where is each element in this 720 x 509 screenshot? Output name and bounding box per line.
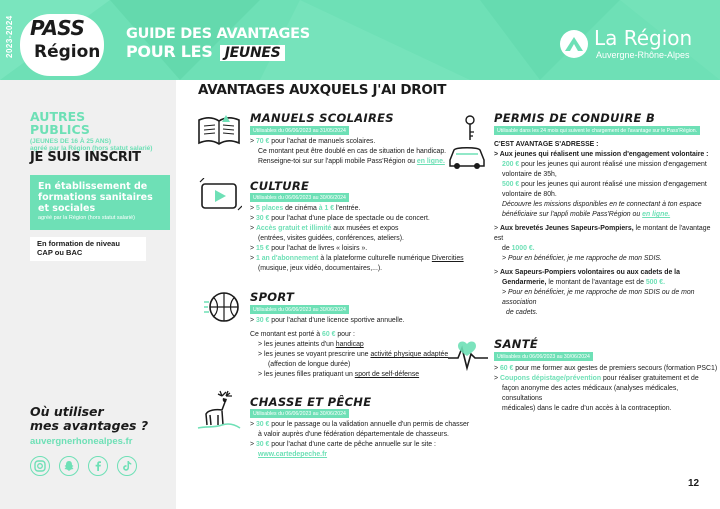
manuels-title: MANUELS SCOLAIRES: [250, 111, 394, 125]
sport-text: > 30 € pour l'achat d'une licence sportive annuelle. Ce montant est porté à 60 € pour : > les jeunes atteints d'un handicap > les jeunes se voyant prescrire une activité physique adaptée (affection de longue durée) > les jeunes filles pratiquant un sport de self-défense: [250, 317, 449, 378]
instagram-icon[interactable]: [30, 456, 50, 476]
sante-text: > 60 € pour me former aux gestes de premiers secours (formation PSC1) > Coupons dépistage/prévention pour réaliser gratuitement et de façon anonyme des actes médicaux (analyses médicales, consultations médicales) dans le cadre d'un accès à la contraception.: [494, 365, 718, 412]
basketball-icon: [204, 290, 242, 324]
page-number: 12: [688, 478, 700, 489]
region-word: Région: [34, 42, 101, 62]
health-heartbeat-icon: [444, 338, 490, 376]
website-link[interactable]: auvergnerhonealpes.fr: [30, 436, 133, 447]
etablissement-box: En établissement de formations sanitaires et sociales agréé par la Région (hors statut salarié): [30, 175, 170, 230]
self-defense-link[interactable]: sport de self-défense: [354, 371, 420, 378]
permis-title: PERMIS DE CONDUIRE B: [494, 111, 656, 125]
tiktok-icon[interactable]: [117, 456, 137, 476]
culture-tag: Utilisables du 06/06/2023 au 30/06/2024: [250, 193, 349, 202]
pass-word: PASS: [30, 16, 85, 40]
handicap-link[interactable]: handicap: [335, 341, 364, 348]
guide-title-line2: POUR LES JEUNES: [126, 42, 285, 61]
guide-title-line1: GUIDE DES AVANTAGES: [126, 26, 310, 42]
manuels-tag: Utilisables du 06/06/2023 au 31/05/2024: [250, 126, 349, 135]
sport-tag: Utilisables du 06/06/2023 au 30/06/2024: [250, 305, 349, 314]
sidebar-title-line1: AUTRES: [30, 109, 86, 124]
region-logo-name: La Région: [594, 26, 693, 50]
car-key-icon: [444, 114, 490, 170]
book-icon: [196, 112, 242, 148]
culture-title: CULTURE: [250, 179, 310, 193]
facebook-icon[interactable]: [88, 456, 108, 476]
main-title: AVANTAGES AUXQUELS J'AI DROIT: [198, 82, 447, 98]
manuels-online-link[interactable]: en ligne.: [416, 158, 445, 165]
video-play-icon: [198, 178, 242, 212]
sante-tag: Utilisables du 06/06/2023 au 30/06/2024: [494, 352, 593, 361]
sport-title: SPORT: [250, 290, 295, 304]
carte-de-peche-link[interactable]: www.cartedepeche.fr: [258, 451, 328, 458]
sidebar-title-line2: PUBLICS: [30, 122, 90, 137]
region-logo-icon: [560, 30, 588, 58]
where-to-use-title: Où utiliser mes avantages ?: [30, 404, 149, 433]
sidebar-inscrit: JE SUIS INSCRIT: [30, 150, 141, 165]
niveau-box: En formation de niveau CAP ou BAC: [30, 237, 146, 261]
permis-tag: Utilisable dans les 24 mois qui suivent le chargement de l'avantage sur le Pass'Région.: [494, 126, 700, 135]
chasse-text: > 30 € pour le passage ou la validation annuelle d'un permis de chasser à valoir auprès d'une fédération départementale de chasseurs. > 30 € pour l'achat d'une carte de pêche annuelle sur le site : www.cartedepeche.fr: [250, 421, 470, 458]
social-links: [30, 456, 137, 476]
sidebar-age: (JEUNES DE 16 À 25 ANS) agréé par la Région (hors statut salarié): [30, 138, 153, 152]
chasse-tag: Utilisables du 06/06/2023 au 30/06/2024: [250, 409, 349, 418]
snapchat-icon[interactable]: [59, 456, 79, 476]
culture-text: > 5 places de cinéma à 1 € l'entrée. > 30 € pour l'achat d'une place de spectacle ou de concert. > Accès gratuit et illimité aux musées et expos (entrées, visites guidées, conférences, ateliers). > 15 € pour l'achat de livres « loisirs ». > 1 an d'abonnement à la plateforme culturelle numérique Divercities (musique, jeux vidéo, documentaires,...).: [250, 205, 464, 272]
region-logo-sub: Auvergne-Rhône-Alpes: [596, 50, 690, 60]
divercities-link[interactable]: Divercities: [431, 255, 464, 262]
chasse-title: CHASSE ET PÊCHE: [250, 395, 372, 409]
permis-online-link[interactable]: en ligne.: [642, 211, 671, 218]
header-banner: [0, 0, 720, 80]
activite-adaptee-link[interactable]: activité physique adaptée: [370, 351, 449, 358]
sante-title: SANTÉ: [494, 337, 539, 351]
school-years: 2023-2024: [5, 15, 14, 58]
permis-text: C'EST AVANTAGE S'ADRESSE : > Aux jeunes qui réalisent une mission d'engagement volontaire : 200 € pour les jeunes qui auront réalisé une mission d'engagement volontaire de 35h, 500 € pour les jeunes qui auront réalisé une mission d'engagement volontaire de 80h. Découvre les missions disponibles en te connectant à ton espace bénéficiaire sur l'appli mobile Pass'Région ou en ligne. > Aux brevetés Jeunes Sapeurs-Pompiers, le montant de l'avantage est de 1000 €. > Pour en bénéficier, je me rapproche de mon SDIS. > Aux Sapeurs-Pompiers volontaires ou aux cadets de la Gendarmerie, le montant de l'avantage est de 500 €. > Pour en bénéficier, je me rapproche de mon SDIS ou de mon association de cadets.: [494, 141, 711, 316]
jeunes-highlight: JEUNES: [220, 45, 286, 61]
deer-icon: [196, 390, 244, 432]
manuels-text: > 70 € pour l'achat de manuels scolaires. Ce montant peut être doublé en cas de situation de handicap. Renseigne-toi sur sur l'appli mobile Pass'Région ou en ligne.: [250, 138, 447, 165]
